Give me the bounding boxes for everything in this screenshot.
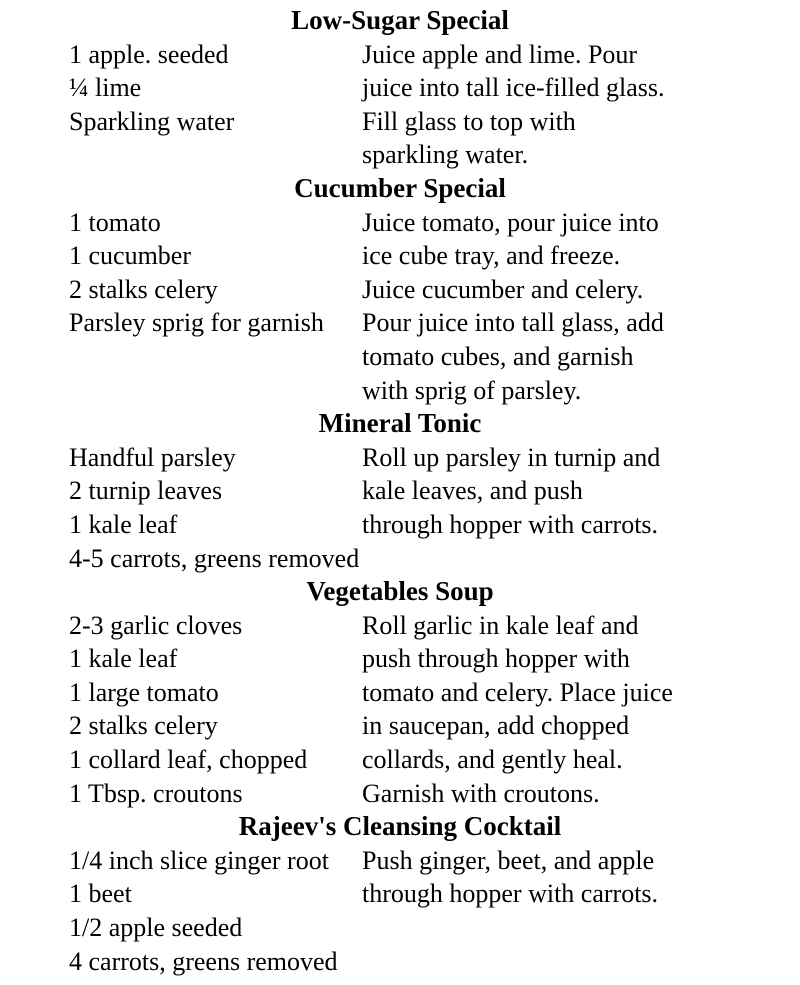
ingredient: 1 tomato [69,207,161,237]
recipe-row [0,743,800,777]
recipe-row [0,340,800,374]
direction: ice cube tray, and freeze. [362,241,621,271]
direction: push through hopper with [362,644,630,674]
recipe-title: Vegetables Soup [306,576,494,607]
ingredient: Handful parsley [69,442,236,472]
ingredient: Sparkling water [69,106,235,136]
direction: in saucepan, add chopped [362,711,630,741]
recipe-row [0,306,800,340]
recipe-row [0,206,800,240]
ingredient: 1 beet [69,879,132,909]
ingredient: 4-5 carrots, greens removed [69,543,360,573]
recipe-row [0,844,800,878]
recipe-row [0,138,800,172]
recipe-vegetables-soup [0,575,800,810]
recipe-row [0,273,800,307]
recipe-title: Rajeev's Cleansing Cocktail [238,811,562,842]
recipe-row [0,542,800,576]
direction: through hopper with carrots. [362,879,659,909]
direction: Juice cucumber and celery. [362,274,644,304]
ingredient: 1/2 apple seeded [69,913,243,943]
direction: Fill glass to top with [362,106,576,136]
direction: juice into tall ice-filled glass. [362,73,665,103]
ingredient: 2 turnip leaves [69,476,223,506]
recipe-row [0,642,800,676]
recipe-row [0,71,800,105]
ingredient: ¼ lime [69,73,142,103]
ingredient: 1 kale leaf [69,509,178,539]
recipe-rajeevs-cleansing-cocktail [0,810,800,978]
recipe-mineral-tonic [0,407,800,575]
ingredient: Parsley sprig for garnish [69,308,324,338]
ingredient: 2-3 garlic cloves [69,610,243,640]
direction: through hopper with carrots. [362,509,659,539]
ingredient: 4 carrots, greens removed [69,946,338,976]
recipe-low-sugar-special [0,4,800,172]
recipe-row [0,609,800,643]
direction: Push ginger, beet, and apple [362,845,655,875]
direction: kale leaves, and push [362,476,583,506]
direction: Roll up parsley in turnip and [362,442,661,472]
direction: Juice tomato, pour juice into [362,207,659,237]
recipe-row [0,709,800,743]
ingredient: 1 collard leaf, chopped [69,745,308,775]
ingredient: 1 kale leaf [69,644,178,674]
recipe-title: Cucumber Special [294,172,506,203]
ingredient: 1 apple. seeded [69,39,229,69]
ingredient: 2 stalks celery [69,274,218,304]
ingredient: 1/4 inch slice ginger root [69,845,329,875]
recipe-row [0,441,800,475]
recipe-title: Low-Sugar Special [291,5,509,35]
ingredient: 1 Tbsp. croutons [69,778,243,808]
recipe-row [0,474,800,508]
recipe-row [0,374,800,408]
recipe-row [0,911,800,945]
ingredient: 1 large tomato [69,677,219,707]
recipe-row [0,676,800,710]
recipe-row [0,508,800,542]
recipe-row [0,239,800,273]
direction: with sprig of parsley. [362,375,582,405]
recipe-row [0,777,800,811]
direction: Juice apple and lime. Pour [362,39,638,69]
direction: tomato and celery. Place juice [362,677,673,707]
direction: Garnish with croutons. [362,778,600,808]
recipe-row [0,877,800,911]
ingredient: 1 cucumber [69,241,192,271]
direction: Roll garlic in kale leaf and [362,610,639,640]
recipe-row [0,38,800,72]
direction: Pour juice into tall glass, add [362,308,664,338]
direction: sparkling water. [362,140,529,170]
recipe-cucumber-special [0,172,800,407]
recipe-page [0,4,800,978]
direction: tomato cubes, and garnish [362,341,634,371]
recipe-row [0,105,800,139]
ingredient: 2 stalks celery [69,711,218,741]
recipe-row [0,945,800,979]
recipe-title: Mineral Tonic [318,408,482,439]
direction: collards, and gently heal. [362,745,623,775]
